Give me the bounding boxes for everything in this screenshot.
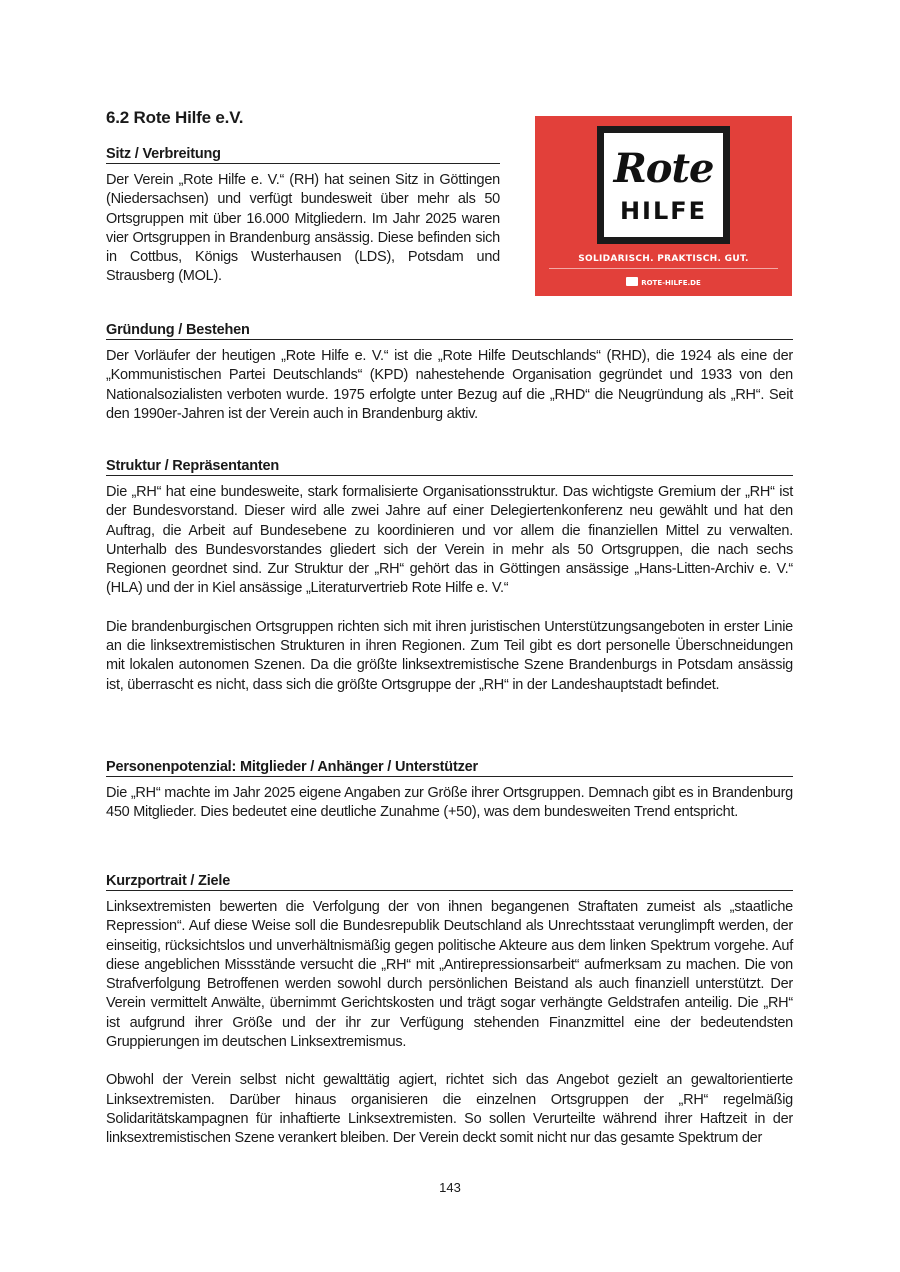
logo-wordmark-hilfe: HILFE: [619, 197, 708, 225]
section-gruendung: [106, 322, 793, 424]
section-title-gruendung: Gründung / Bestehen: [106, 322, 793, 340]
paragraph: Obwohl der Verein selbst nicht gewalttätig agiert, richtet sich das Angebot gezielt an gewaltorientierte Linksextremisten. Darüber hinaus organisieren die einzelnen Ortsgruppen der „RH“ regelmäßig Solidaritätskampagnen für inhaftierte Linksextremisten. So sollen Verurteilte während ihrer Haftzeit in der linksextremistischen Szene verankert bleiben. Der Verein deckt somit nicht nur das gesamte Spektrum der: [106, 1072, 793, 1147]
logo-url: [535, 277, 792, 287]
paragraph: Der Vorläufer der heutigen „Rote Hilfe e. V.“ ist die „Rote Hilfe Deutschlands“ (RHD), die 1924 als eine der „Kommunistischen Partei Deutschlands“ (KPD) nahestehende Organisation gegründet und 1933 von den Nationalsozialisten verboten wurde. 1975 erfolgte unter Bezug auf die „RHD“ die Neugründung als „RH“. Seit den 1990er-Jahren ist der Verein auch in Brandenburg aktiv.: [106, 348, 793, 422]
section-title-personenpotenzial: Personenpotenzial: Mitglieder / Anhänger / Unterstützer: [106, 759, 793, 777]
section-title-kurzportrait: Kurzportrait / Ziele: [106, 873, 793, 891]
paragraph: Die brandenburgischen Ortsgruppen richten sich mit ihren juristischen Unterstützungsangeboten in erster Linie an die linksextremistischen Strukturen in ihren Regionen. Zum Teil gibt es dort personelle Überschneidungen mit lokalen autonomen Szenen. Da die größte linksextremistische Szene Brandenburgs in Potsdam ansässig ist, überrascht es nicht, dass sich die größte Ortsgruppe der „RH“ in der Landeshauptstadt befindet.: [106, 618, 793, 693]
paragraph: Der Verein „Rote Hilfe e. V.“ (RH) hat seinen Sitz in Göttingen (Niedersachsen) und verfügt bundesweit über mehr als 50 Ortsgruppen mit über 16.000 Mitgliedern. Im Jahr 2025 waren vier Ortsgruppen in Brandenburg ansässig. Diese befinden sich in Cottbus, Königs Wusterhausen (LDS), Potsdam und Strausberg (MOL).: [106, 172, 500, 285]
rote-hilfe-logo: [535, 116, 792, 296]
section-title-sitz: Sitz / Verbreitung: [106, 146, 500, 164]
section-kurzportrait: [106, 873, 793, 1149]
section-personenpotenzial: [106, 759, 793, 823]
logo-slogan: SOLIDARISCH. PRAKTISCH. GUT.: [578, 254, 749, 264]
logo-url-text: ROTE-HILFE.DE: [641, 279, 701, 287]
logo-frame: [597, 126, 730, 244]
section-sitz: [106, 146, 500, 287]
section-heading: 6.2 Rote Hilfe e.V.: [106, 108, 244, 127]
logo-wordmark-rote: Rote: [613, 145, 714, 192]
section-struktur: [106, 458, 793, 695]
section-title-struktur: Struktur / Repräsentanten: [106, 458, 793, 476]
paragraph: Die „RH“ machte im Jahr 2025 eigene Angaben zur Größe ihrer Ortsgruppen. Demnach gibt es in Brandenburg 450 Mitglieder. Dies bedeutet eine deutliche Zunahme (+50), was dem bundesweiten Trend entspricht.: [106, 785, 793, 821]
logo-divider: [549, 268, 778, 269]
paragraph: Die „RH“ hat eine bundesweite, stark formalisierte Organisationsstruktur. Das wichtigste Gremium der „RH“ ist der Bundesvorstand. Dieser wird alle zwei Jahre auf einer Delegiertenkonferenz neu gewählt und hat den Auftrag, die Arbeit auf Bundesebene zu koordinieren und vor allem die finanziellen Mittel zu verwalten. Unterhalb des Bundesvorstandes gliedert sich der Verein in mehr als 50 Ortsgruppen, die nach sechs Regionen geordnet sind. Zur Struktur der „RH“ gehört das in Göttingen ansässige „Hans-Litten-Archiv e. V.“ (HLA) und der in Kiel ansässige „Literaturvertrieb Rote Hilfe e. V.“: [106, 484, 793, 597]
fist-icon: [626, 277, 638, 286]
page-number: 143: [439, 1180, 461, 1195]
paragraph: Linksextremisten bewerten die Verfolgung der von ihnen begangenen Straftaten zumeist als „staatliche Repression“. Auf diese Weise soll die Bundesrepublik Deutschland als Unrechtsstaat verunglimpft werden, der einseitig, rücksichtslos und unverhältnismäßig gegen politische Akteure aus dem linken Spektrum vorgehe. Auf diese angeblichen Missstände versucht die „RH“ mit „Antirepressionsarbeit“ aufmerksam zu machen. Die von Strafverfolgung Betroffenen werden sowohl durch persönlichen Beistand als auch finanziell unterstützt. Der Verein vermittelt Anwälte, übernimmt Gerichtskosten und trägt sogar verhängte Geldstrafen anteilig. Die „RH“ ist aufgrund ihrer Größe und der ihr zur Verfügung stehenden Finanzmittel eine der bedeutendsten Gruppierungen im deutschen Linksextremismus.: [106, 899, 793, 1051]
